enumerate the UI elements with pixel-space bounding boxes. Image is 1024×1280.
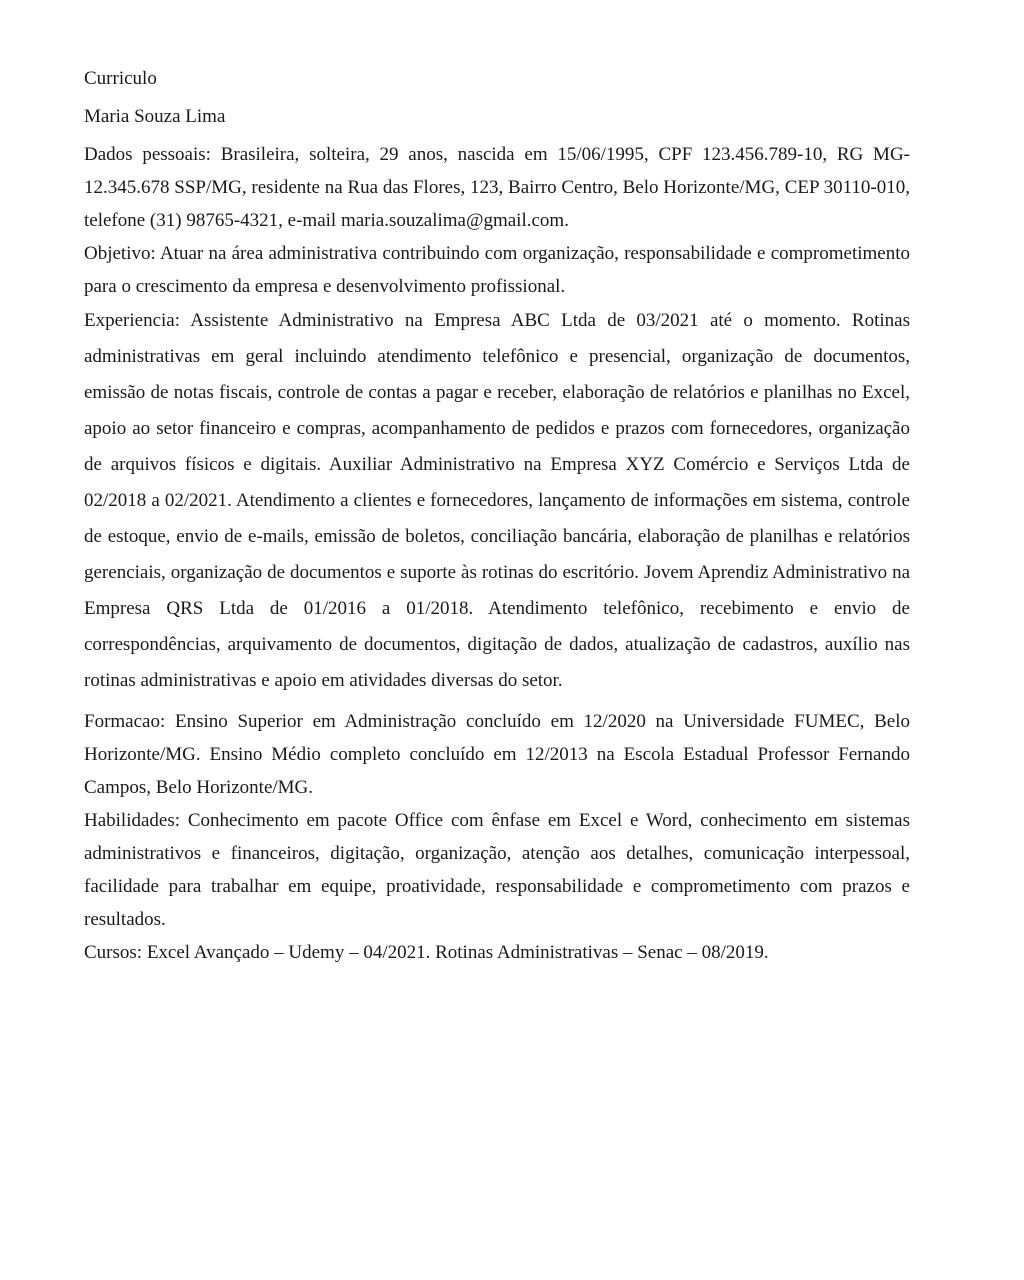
education-section: Formacao: Ensino Superior em Administração concluído em 12/2020 na Universidade FUMEC, Belo Horizonte/MG. Ensino Médio completo concluído em 12/2013 na Escola Estadual Professor Fernando Campos, Belo Horizonte/MG. <box>84 711 910 798</box>
personal-data-section: Dados pessoais: Brasileira, solteira, 29 anos, nascida em 15/06/1995, CPF 123.456.789-10, RG MG-12.345.678 SSP/MG, residente na Rua das Flores, 123, Bairro Centro, Belo Horizonte/MG, CEP 30110-010, telefone (31) 98765-4321, e-mail maria.souzalima@gmail.com. <box>84 144 910 231</box>
courses-section: Cursos: Excel Avançado – Udemy – 04/2021. Rotinas Administrativas – Senac – 08/2019. <box>84 942 769 963</box>
experience-section: Experiencia: Assistente Administrativo na Empresa ABC Ltda de 03/2021 até o momento. Rotinas administrativas em geral incluindo atendimento telefônico e presencial, organização de documentos, emissão de notas fiscais, controle de contas a pagar e receber, elaboração de relatórios e planilhas no Excel, apoio ao setor financeiro e compras, acompanhamento de pedidos e prazos com fornecedores, organização de arquivos físicos e digitais. Auxiliar Administrativo na Empresa XYZ Comércio e Serviços Ltda de 02/2018 a 02/2021. Atendimento a clientes e fornecedores, lançamento de informações em sistema, controle de estoque, envio de e-mails, emissão de boletos, conciliação bancária, elaboração de planilhas e relatórios gerenciais, organização de documentos e suporte às rotinas do escritório. Jovem Aprendiz Administrativo na Empresa QRS Ltda de 01/2016 a 01/2018. Atendimento telefônico, recebimento e envio de correspondências, arquivamento de documentos, digitação de dados, atualização de cadastros, auxílio nas rotinas administrativas e apoio em atividades diversas do setor. <box>84 310 910 691</box>
candidate-name: Maria Souza Lima <box>84 106 226 127</box>
document-heading: Curriculo <box>84 68 157 89</box>
skills-section: Habilidades: Conhecimento em pacote Office com ênfase em Excel e Word, conhecimento em sistemas administrativos e financeiros, digitação, organização, atenção aos detalhes, comunicação interpessoal, facilidade para trabalhar em equipe, proatividade, responsabilidade e comprometimento com prazos e resultados. <box>84 810 910 930</box>
objective-section: Objetivo: Atuar na área administrativa contribuindo com organização, responsabilidade e comprometimento para o crescimento da empresa e desenvolvimento profissional. <box>84 243 910 297</box>
resume-document <box>84 62 910 969</box>
